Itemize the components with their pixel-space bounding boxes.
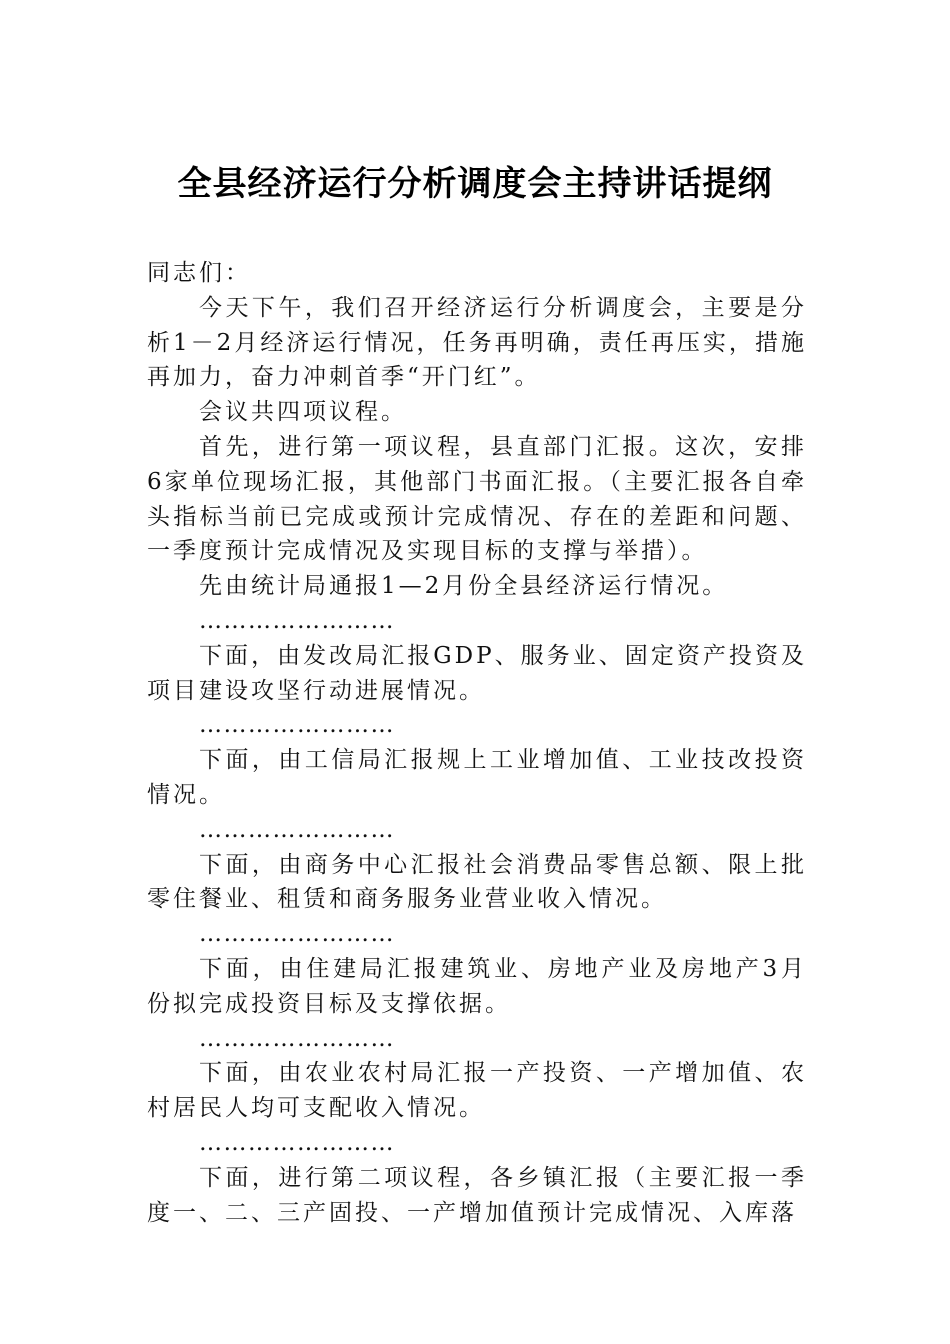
- document-body: [147, 256, 807, 1230]
- paragraph: 下面，由住建局汇报建筑业、房地产业及房地产3月份拟完成投资目标及支撑依据。: [147, 955, 807, 1017]
- ellipsis-line: ……………………: [199, 1025, 395, 1052]
- ellipsis-line: ……………………: [199, 921, 395, 948]
- ellipsis-line: ……………………: [199, 1129, 395, 1156]
- ellipsis-line: ……………………: [199, 816, 395, 843]
- document-title: 全县经济运行分析调度会主持讲话提纲: [177, 164, 773, 204]
- paragraph: 首先，进行第一项议程，县直部门汇报。这次，安排6家单位现场汇报，其他部门书面汇报。（主要汇报各自牵头指标当前已完成或预计完成情况、存在的差距和问题、一季度预计完成情况及实现目标的支撑与举措）。: [147, 433, 807, 565]
- paragraph: 下面，由工信局汇报规上工业增加值、工业技改投资情况。: [147, 747, 807, 808]
- paragraph: 会议共四项议程。: [199, 399, 407, 426]
- paragraph: 下面，由商务中心汇报社会消费品零售总额、限上批零住餐业、租赁和商务服务业营业收入情况。: [147, 851, 807, 913]
- paragraph: 下面，由发改局汇报GDP、服务业、固定资产投资及项目建设攻坚行动进展情况。: [147, 642, 807, 704]
- paragraph: 下面，由农业农村局汇报一产投资、一产增加值、农村居民人均可支配收入情况。: [147, 1060, 807, 1122]
- salutation: 同志们：: [147, 260, 251, 286]
- paragraph: 下面，进行第二项议程，各乡镇汇报（主要汇报一季度一、二、三产固投、一产增加值预计完成情况、入库落: [147, 1164, 807, 1226]
- paragraph: 先由统计局通报1—2月份全县经济运行情况。: [199, 573, 729, 600]
- ellipsis-line: ……………………: [199, 607, 395, 634]
- ellipsis-line: ……………………: [199, 712, 395, 739]
- paragraph: 今天下午，我们召开经济运行分析调度会，主要是分析1－2月经济运行情况，任务再明确，责任再压实，措施再加力，奋力冲刺首季“开门红”。: [147, 294, 807, 391]
